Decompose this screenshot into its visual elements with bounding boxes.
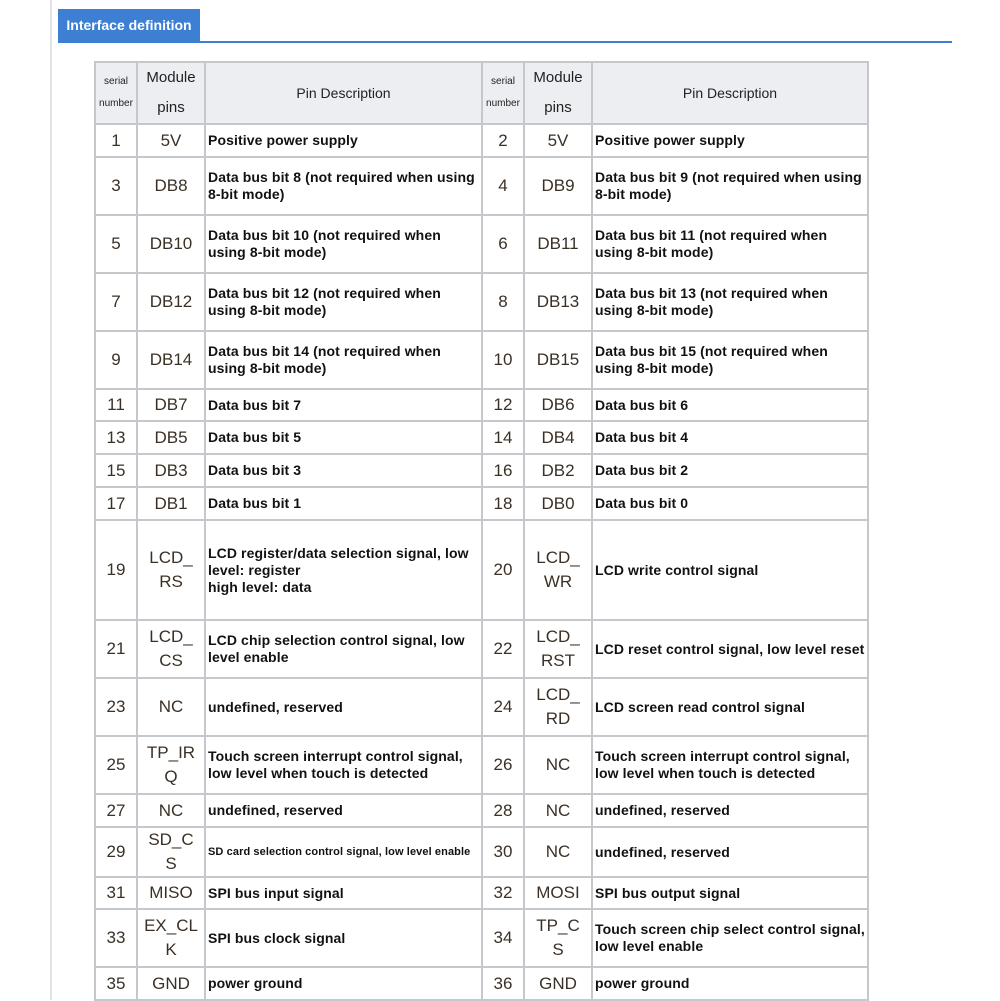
pin-description-cell: Data bus bit 3	[205, 454, 482, 487]
pin-name-cell: LCD_CS	[137, 620, 205, 678]
pin-description-cell: Data bus bit 4	[592, 421, 868, 454]
table-row	[95, 454, 868, 487]
table-row	[95, 331, 868, 389]
pin-table	[94, 61, 869, 1001]
table-row	[95, 389, 868, 421]
pin-name-cell: NC	[524, 736, 592, 794]
serial-number-cell: 4	[482, 157, 524, 215]
serial-number-cell: 13	[95, 421, 137, 454]
table-row	[95, 421, 868, 454]
pin-description-cell: Data bus bit 6	[592, 389, 868, 421]
pin-description-cell: Data bus bit 12 (not required when using 8-bit mode)	[205, 273, 482, 331]
header-serial-number: serial number	[482, 62, 524, 124]
serial-number-cell: 35	[95, 967, 137, 1000]
header-pin-description: Pin Description	[205, 62, 482, 124]
serial-number-cell: 31	[95, 877, 137, 909]
pin-name-cell: 5V	[524, 124, 592, 157]
table-row	[95, 877, 868, 909]
pin-description-cell: Positive power supply	[205, 124, 482, 157]
pin-description-cell: Data bus bit 7	[205, 389, 482, 421]
pin-description-cell: Data bus bit 15 (not required when using 8-bit mode)	[592, 331, 868, 389]
serial-number-cell: 34	[482, 909, 524, 967]
pin-description-cell: Touch screen interrupt control signal, low level when touch is detected	[592, 736, 868, 794]
table-row	[95, 215, 868, 273]
pin-name-cell: NC	[524, 794, 592, 827]
pin-name-cell: DB13	[524, 273, 592, 331]
serial-number-cell: 28	[482, 794, 524, 827]
serial-number-cell: 16	[482, 454, 524, 487]
serial-number-cell: 9	[95, 331, 137, 389]
pin-description-cell: Data bus bit 2	[592, 454, 868, 487]
pin-name-cell: DB12	[137, 273, 205, 331]
pin-name-cell: TP_IRQ	[137, 736, 205, 794]
pin-description-cell: undefined, reserved	[592, 794, 868, 827]
pin-name-cell: MOSI	[524, 877, 592, 909]
serial-number-cell: 29	[95, 827, 137, 877]
page-left-border	[50, 0, 52, 1000]
serial-number-cell: 27	[95, 794, 137, 827]
serial-number-cell: 2	[482, 124, 524, 157]
section-tab-interface-definition[interactable]: Interface definition	[58, 9, 200, 42]
serial-number-cell: 8	[482, 273, 524, 331]
serial-number-cell: 30	[482, 827, 524, 877]
header-module-pins: Module pins	[524, 62, 592, 124]
pin-description-cell: LCD chip selection control signal, low level enable	[205, 620, 482, 678]
serial-number-cell: 33	[95, 909, 137, 967]
pin-name-cell: NC	[524, 827, 592, 877]
serial-number-cell: 17	[95, 487, 137, 520]
pin-name-cell: GND	[137, 967, 205, 1000]
pin-name-cell: SD_CS	[137, 827, 205, 877]
serial-number-cell: 1	[95, 124, 137, 157]
pin-description-cell: undefined, reserved	[592, 827, 868, 877]
pin-description-cell: Touch screen interrupt control signal, low level when touch is detected	[205, 736, 482, 794]
section-underline	[58, 41, 952, 43]
pin-description-cell: LCD reset control signal, low level reset	[592, 620, 868, 678]
pin-description-cell: Data bus bit 10 (not required when using 8-bit mode)	[205, 215, 482, 273]
serial-number-cell: 26	[482, 736, 524, 794]
pin-name-cell: DB7	[137, 389, 205, 421]
pin-description-cell: Positive power supply	[592, 124, 868, 157]
pin-description-cell: power ground	[205, 967, 482, 1000]
pin-name-cell: DB14	[137, 331, 205, 389]
serial-number-cell: 6	[482, 215, 524, 273]
pin-name-cell: LCD_RST	[524, 620, 592, 678]
pin-name-cell: DB2	[524, 454, 592, 487]
table-row	[95, 273, 868, 331]
pin-description-cell: Data bus bit 8 (not required when using 8-bit mode)	[205, 157, 482, 215]
pin-description-cell: Data bus bit 0	[592, 487, 868, 520]
pin-name-cell: DB8	[137, 157, 205, 215]
pin-description-cell: undefined, reserved	[205, 678, 482, 736]
pin-description-cell: Data bus bit 14 (not required when using 8-bit mode)	[205, 331, 482, 389]
serial-number-cell: 12	[482, 389, 524, 421]
header-pin-description: Pin Description	[592, 62, 868, 124]
pin-name-cell: DB1	[137, 487, 205, 520]
pin-description-cell: LCD write control signal	[592, 520, 868, 620]
pin-name-cell: NC	[137, 678, 205, 736]
serial-number-cell: 5	[95, 215, 137, 273]
pin-name-cell: DB9	[524, 157, 592, 215]
pin-description-cell: Data bus bit 11 (not required when using 8-bit mode)	[592, 215, 868, 273]
pin-name-cell: DB6	[524, 389, 592, 421]
pin-description-cell: Data bus bit 9 (not required when using 8-bit mode)	[592, 157, 868, 215]
serial-number-cell: 22	[482, 620, 524, 678]
serial-number-cell: 23	[95, 678, 137, 736]
pin-description-cell: LCD screen read control signal	[592, 678, 868, 736]
pin-description-cell: SPI bus clock signal	[205, 909, 482, 967]
pin-description-cell: SPI bus input signal	[205, 877, 482, 909]
pin-name-cell: TP_CS	[524, 909, 592, 967]
serial-number-cell: 18	[482, 487, 524, 520]
serial-number-cell: 14	[482, 421, 524, 454]
table-header-row	[95, 62, 868, 124]
table-row	[95, 827, 868, 877]
pin-name-cell: LCD_RD	[524, 678, 592, 736]
pin-description-cell: undefined, reserved	[205, 794, 482, 827]
serial-number-cell: 21	[95, 620, 137, 678]
pin-name-cell: DB5	[137, 421, 205, 454]
pin-name-cell: MISO	[137, 877, 205, 909]
table-row	[95, 157, 868, 215]
serial-number-cell: 19	[95, 520, 137, 620]
pin-description-cell: Data bus bit 5	[205, 421, 482, 454]
pin-name-cell: DB11	[524, 215, 592, 273]
serial-number-cell: 10	[482, 331, 524, 389]
serial-number-cell: 15	[95, 454, 137, 487]
serial-number-cell: 7	[95, 273, 137, 331]
table-row	[95, 967, 868, 1000]
pin-description-cell: LCD register/data selection signal, low level: register high level: data	[205, 520, 482, 620]
pin-name-cell: DB10	[137, 215, 205, 273]
pin-description-cell: SD card selection control signal, low level enable	[205, 827, 482, 877]
serial-number-cell: 36	[482, 967, 524, 1000]
table-row	[95, 620, 868, 678]
serial-number-cell: 25	[95, 736, 137, 794]
pin-description-cell: Touch screen chip select control signal, low level enable	[592, 909, 868, 967]
pin-description-cell: power ground	[592, 967, 868, 1000]
serial-number-cell: 24	[482, 678, 524, 736]
serial-number-cell: 3	[95, 157, 137, 215]
pin-description-cell: SPI bus output signal	[592, 877, 868, 909]
serial-number-cell: 11	[95, 389, 137, 421]
table-row	[95, 487, 868, 520]
pin-name-cell: GND	[524, 967, 592, 1000]
table-row	[95, 909, 868, 967]
pin-name-cell: LCD_RS	[137, 520, 205, 620]
table-row	[95, 736, 868, 794]
pin-description-cell: Data bus bit 13 (not required when using 8-bit mode)	[592, 273, 868, 331]
header-module-pins: Module pins	[137, 62, 205, 124]
table-row	[95, 678, 868, 736]
pin-name-cell: LCD_WR	[524, 520, 592, 620]
pin-name-cell: 5V	[137, 124, 205, 157]
pin-name-cell: NC	[137, 794, 205, 827]
pin-name-cell: DB15	[524, 331, 592, 389]
header-serial-number: serial number	[95, 62, 137, 124]
pin-name-cell: EX_CLK	[137, 909, 205, 967]
pin-name-cell: DB4	[524, 421, 592, 454]
pin-name-cell: DB3	[137, 454, 205, 487]
serial-number-cell: 32	[482, 877, 524, 909]
table-row	[95, 794, 868, 827]
pin-name-cell: DB0	[524, 487, 592, 520]
serial-number-cell: 20	[482, 520, 524, 620]
table-row	[95, 520, 868, 620]
pin-description-cell: Data bus bit 1	[205, 487, 482, 520]
table-row	[95, 124, 868, 157]
